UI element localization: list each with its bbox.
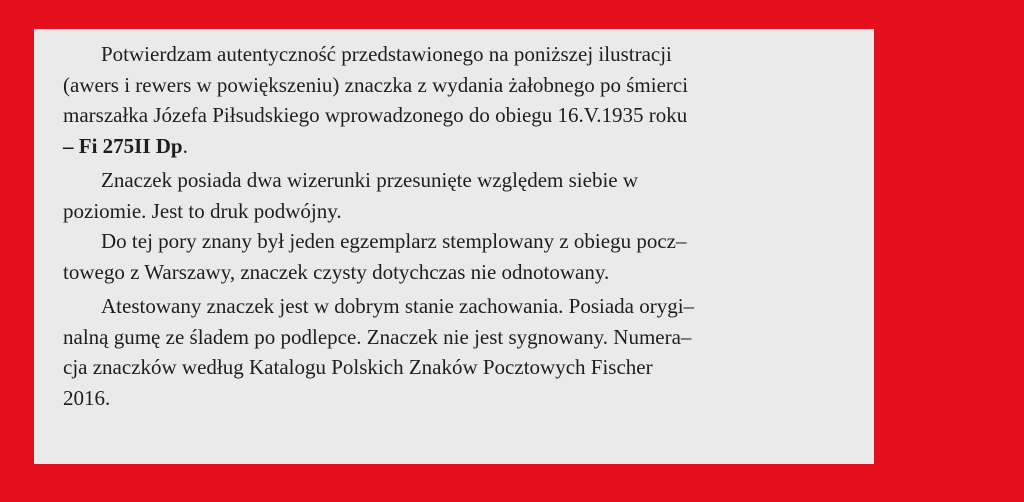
period: . bbox=[182, 133, 188, 158]
text-line: poziomie. Jest to druk podwójny. bbox=[63, 198, 342, 223]
text-line: Atestowany znaczek jest w dobrym stanie zachowania. Posiada orygi– bbox=[101, 294, 695, 318]
dash: – bbox=[63, 133, 79, 158]
text-line: Do tej pory znany był jeden egzemplarz stemplowany z obiegu pocz– bbox=[101, 229, 687, 253]
text-line: nalną gumę ze śladem po podlepce. Znaczek nie jest sygnowany. Numera– bbox=[63, 324, 692, 349]
paragraph-condition bbox=[63, 291, 846, 413]
text-line: Potwierdzam autentyczność przedstawionego na poniższej ilustracji bbox=[101, 42, 672, 66]
paragraph-description bbox=[63, 165, 846, 226]
text-line: towego z Warszawy, znaczek czysty dotychczas nie odnotowany. bbox=[63, 259, 610, 284]
text-line: Znaczek posiada dwa wizerunki przesunięte względem siebie w bbox=[101, 168, 639, 192]
certificate-text-panel bbox=[34, 29, 874, 464]
text-line-catalog bbox=[63, 131, 846, 162]
catalog-number: Fi 275II Dp bbox=[78, 133, 183, 158]
text-line: (awers i rewers w powiększeniu) znaczka z wydania żałobnego po śmierci bbox=[63, 72, 689, 97]
text-line: marszałka Józefa Piłsudskiego wprowadzonego do obiegu 16.V.1935 roku bbox=[63, 103, 688, 127]
paragraph-known-copies bbox=[63, 226, 846, 287]
paragraph-authenticity bbox=[63, 39, 846, 161]
text-line: 2016. bbox=[63, 385, 111, 410]
text-line: cja znaczków według Katalogu Polskich Znaków Pocztowych Fischer bbox=[63, 355, 653, 379]
